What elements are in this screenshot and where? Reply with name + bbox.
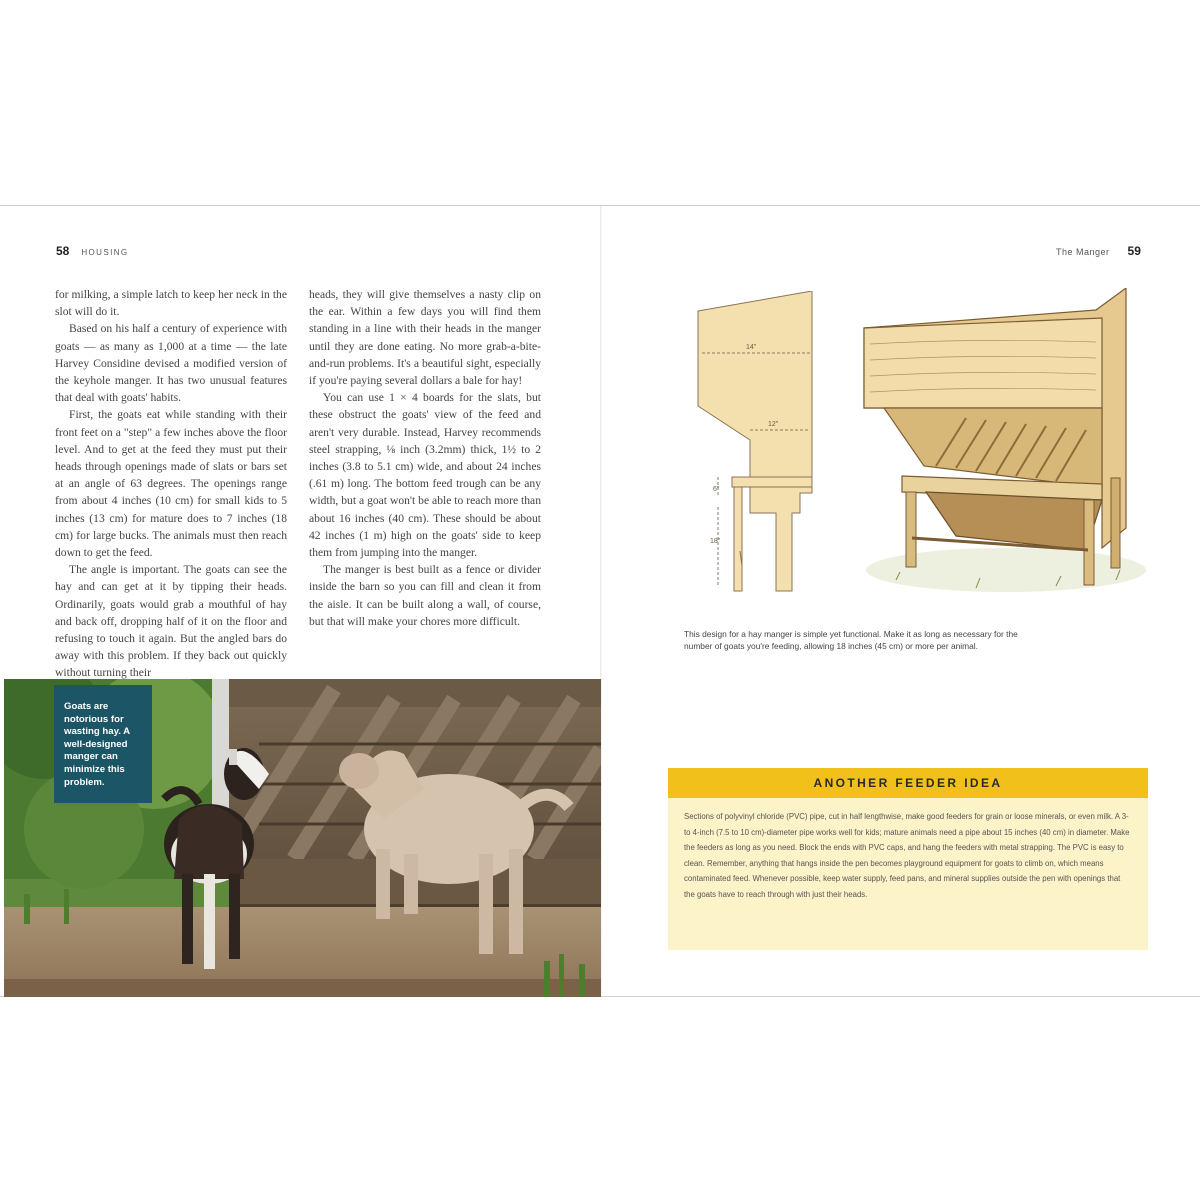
dimension-step: 6" bbox=[713, 486, 720, 493]
left-page-number: 58 bbox=[56, 244, 70, 258]
sidebar-title: ANOTHER FEEDER IDEA bbox=[668, 768, 1148, 798]
paragraph: You can use 1 × 4 boards for the slats, but these obstruct the goats' view of the feed and aren't very durable. Instead, Harvey recommends steel strapping, ⅛ inch (3.2mm) thick, 1½ to 2 inches (3.8 to 5.1 cm) wide, and about 24 inches (.61 m) long. The bottom feed trough can be any width, but a goat won't be able to reach more than about 16 inches (40 cm). These should be about 42 inches (1 m) high on the goats' side to keep them from jumping into the manger. bbox=[309, 391, 541, 560]
paragraph: First, the goats eat while standing with their front feet on a "step" a few inches above the floor level. And to get at the feed they must put their heads through openings made of slats or bars set at an angle of 63 degrees. The openings range from about 4 inches (10 cm) for small kids to 5 inches (13 cm) for mature does to 7 inches (18 cm) for large bucks. The animals must then reach down to get the feed. bbox=[55, 408, 287, 560]
manger-illustration bbox=[856, 288, 1146, 603]
manger-side-diagram bbox=[680, 291, 830, 601]
paragraph: heads, they will give themselves a nasty clip on the ear. Within a few days you will find them standing in a line with their heads in the manger until they are done eating. No more grab-a-bite-and-run problems. It's a beautiful sight, especially if you're paying several dollars a bale for hay! bbox=[309, 288, 541, 388]
figure-caption: This design for a hay manger is simple yet functional. Make it as long as necessary for the number of goats you're feeding, allowing 18 inches (45 cm) or more per animal. bbox=[684, 629, 1018, 651]
left-running-head: HOUSING bbox=[81, 248, 129, 257]
manger-3d-drawing bbox=[856, 288, 1146, 603]
right-folio bbox=[1056, 244, 1141, 258]
sidebar-box bbox=[668, 768, 1148, 950]
dimension-leg: 18" bbox=[710, 538, 721, 545]
manger-profile-drawing bbox=[680, 291, 830, 601]
dimension-mid: 12" bbox=[768, 421, 779, 428]
paragraph: The manger is best built as a fence or divider inside the barn so you can fill and clean it from the aisle. It can be built along a wall, of course, but that will make your chores more difficult. bbox=[309, 563, 541, 628]
dimension-top: 14" bbox=[746, 344, 757, 351]
left-folio bbox=[56, 244, 129, 258]
paragraph: Based on his half a century of experience with goats — as many as 1,000 at a time — the late Harvey Considine devised a modified version of the keyhole manger. It has two unusual features that deal with goats' habits. bbox=[55, 322, 287, 405]
right-running-head: The Manger bbox=[1056, 247, 1110, 257]
paragraph: The angle is important. The goats can see the hay and can get at it by tipping their heads. Ordinarily, goats would grab a mouthful of hay and back off, dropping half of it on the floor and refusing to touch it again. But the angled bars do away with this problem. If they back out quickly without turning their bbox=[55, 563, 287, 680]
left-column-1 bbox=[55, 286, 287, 682]
photo-callout: Goats are notorious for wasting hay. A well-designed manger can minimize this problem. bbox=[54, 685, 152, 803]
book-spread bbox=[0, 205, 1200, 997]
paragraph: for milking, a simple latch to keep her neck in the slot will do it. bbox=[55, 288, 287, 319]
right-page-number: 59 bbox=[1127, 244, 1141, 258]
left-column-2 bbox=[309, 286, 541, 630]
sidebar-body: Sections of polyvinyl chloride (PVC) pipe, cut in half lengthwise, make good feeders for grain or loose minerals, or even milk. A 3- to 4-inch (7.5 to 10 cm)-diameter pipe works well for kids; mature animals need a pipe about 15 inches (40 cm) in diameter. Make the feeders as long as you need. Block the ends with PVC caps, and hang the feeders with metal strapping. The PVC is easy to clean. Remember, anything that hangs inside the pen becomes playground equipment for goats to climb on, which means contaminated feed. Whenever possible, keep water supply, feed pans, and mineral supplies outside the pen with openings that the goats have to reach through with just their heads. bbox=[684, 812, 1130, 899]
